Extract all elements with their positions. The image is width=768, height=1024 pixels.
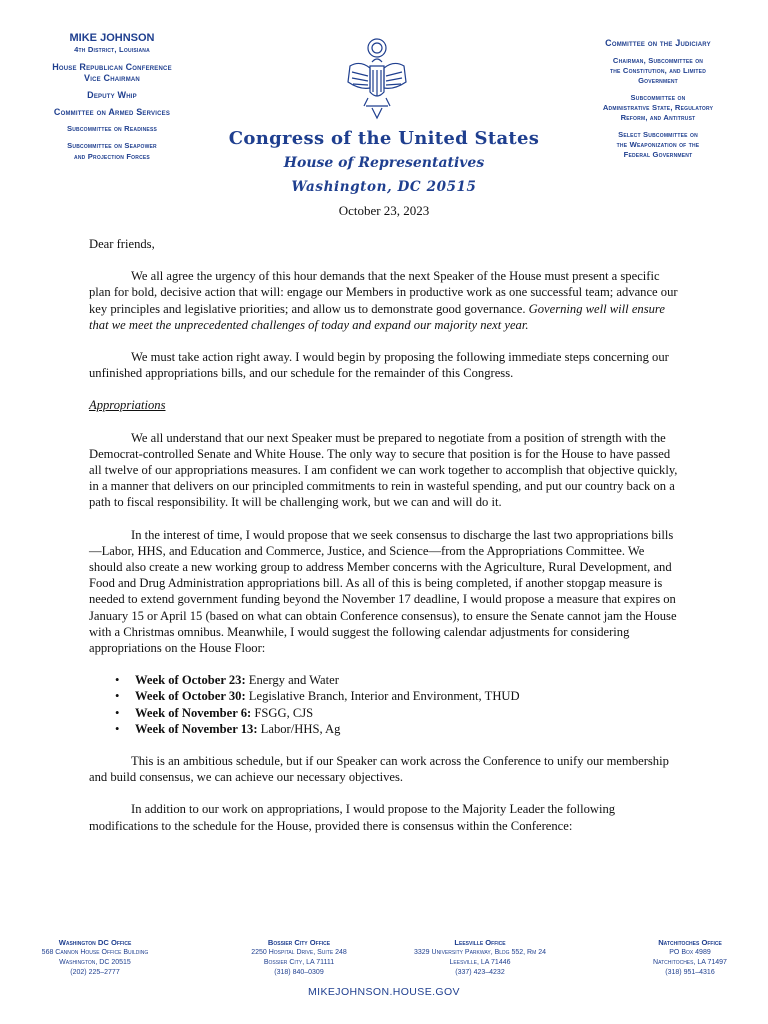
letter-body bbox=[89, 236, 679, 834]
office-address-line: 2250 Hospital Drive, Suite 248 bbox=[251, 949, 347, 956]
list-item bbox=[89, 688, 679, 704]
salutation: Dear friends, bbox=[89, 237, 155, 251]
letter-date: October 23, 2023 bbox=[338, 203, 430, 218]
office-phone: (318) 840–0309 bbox=[274, 969, 324, 976]
office-phone: (337) 423–4232 bbox=[455, 969, 505, 976]
office-phone: (202) 225–2777 bbox=[70, 969, 120, 976]
constitution-subcommittee-line1: Chairman, Subcommittee on bbox=[612, 56, 704, 65]
paragraph-1-italic: Governing well will ensure that we meet the unprecedented challenges of today and expand our majority next year. bbox=[89, 301, 665, 332]
constitution-subcommittee-line3: Government bbox=[638, 76, 678, 85]
schedule-week: Week of November 6: bbox=[135, 705, 252, 720]
office-address-line: Bossier City, LA 71111 bbox=[263, 959, 335, 966]
office-washington-dc bbox=[10, 938, 180, 978]
weaponization-subcommittee-line1: Select Subcommittee on bbox=[618, 130, 698, 139]
schedule-week: Week of October 23: bbox=[135, 673, 246, 688]
schedule-items: Energy and Water bbox=[245, 673, 339, 688]
judiciary-committee: Committee on the Judiciary bbox=[605, 38, 711, 48]
schedule-week: Week of October 30: bbox=[135, 689, 246, 704]
armed-services-committee: Committee on Armed Services bbox=[53, 107, 171, 117]
readiness-subcommittee: Subcommittee on Readiness bbox=[66, 124, 158, 133]
office-bossier-city bbox=[214, 938, 384, 978]
office-address-line: Leesville, LA 71446 bbox=[449, 959, 511, 966]
schedule-week: Week of November 13: bbox=[135, 721, 258, 736]
office-title: Natchitoches Office bbox=[658, 938, 722, 947]
paragraph-5: This is an ambitious schedule, but if our Speaker can work across the Conference to unify our membership and build consensus, we can achieve our necessary objectives. bbox=[89, 754, 669, 785]
weaponization-subcommittee-line2: the Weaponization of the bbox=[616, 140, 700, 149]
section-heading-appropriations: Appropriations bbox=[89, 398, 166, 413]
weaponization-subcommittee-line3: Federal Government bbox=[623, 150, 693, 159]
house-name: House of Representatives bbox=[283, 155, 485, 171]
office-address-line: Natchitoches, LA 71497 bbox=[653, 959, 727, 966]
paragraph-4: In the interest of time, I would propose that we seek consensus to discharge the last two appropriations bills—Labor, HHS, and Education and Commerce, Justice, and Science—from the Appropriations Committee. We should also create a new working group to address Member concerns with the Agriculture, Rural Development, and Food and Drug Administration appropriations bill. As all of this is being completed, if another stopgap measure is needed to extend government funding beyond the November 17 deadline, I would propose a measure that expires on January 15 or April 15 (based on what can obtain Conference consensus), to ensure the Senate cannot jam the House with a Christmas omnibus. Meanwhile, I would suggest the following calendar adjustments for considering appropriations on the House Floor: bbox=[89, 527, 677, 656]
paragraph-6: In addition to our work on appropriations, I would propose to the Majority Leader the following modifications to the schedule for the House, provided there is consensus within the Conference: bbox=[89, 802, 616, 833]
seapower-subcommittee-line1: Subcommittee on Seapower bbox=[67, 141, 157, 150]
admin-state-subcommittee-line2: Administrative State, Regulatory bbox=[602, 103, 714, 112]
schedule-items: FSGG, CJS bbox=[251, 705, 314, 720]
office-title: Bossier City Office bbox=[267, 938, 331, 947]
seapower-subcommittee-line2: and Projection Forces bbox=[74, 152, 150, 161]
office-phone: (318) 951–4316 bbox=[665, 969, 715, 976]
paragraph-2: We must take action right away. I would begin by proposing the following immediate steps concerning our unfinished appropriations bills, and our schedule for the remainder of this Congress. bbox=[89, 350, 669, 381]
schedule-items: Labor/HHS, Ag bbox=[257, 721, 341, 736]
great-seal-icon bbox=[342, 36, 412, 126]
letterhead-right bbox=[560, 38, 756, 160]
paragraph-3: We all understand that our next Speaker must be prepared to negotiate from a position of strength with the Democrat-controlled Senate and White House. The only way to secure that position is for the House to have passed all twelve of our appropriations measures. I am confident we can work together to accomplish that objective quickly, in a manner that delivers on our principled commitments to rein in wasteful spending, and put our country back on a path to fiscal responsibility. It will be challenging work, but we can and will do it. bbox=[89, 430, 678, 510]
conference-role: Vice Chairman bbox=[84, 73, 140, 83]
paragraph-1 bbox=[89, 268, 679, 333]
whip-role: Deputy Whip bbox=[87, 90, 137, 100]
constitution-subcommittee-line2: the Constitution, and Limited bbox=[609, 66, 707, 75]
admin-state-subcommittee-line1: Subcommittee on bbox=[630, 93, 686, 102]
admin-state-subcommittee-line3: Reform, and Antitrust bbox=[620, 113, 696, 122]
conference-label: House Republican Conference bbox=[52, 62, 172, 72]
office-natchitoches bbox=[620, 938, 760, 978]
city-address: Washington, DC 20515 bbox=[291, 179, 477, 195]
office-title: Leesville Office bbox=[454, 938, 506, 947]
office-title: Washington DC Office bbox=[58, 938, 132, 947]
website-link[interactable]: MIKEJOHNSON.HOUSE.GOV bbox=[308, 986, 460, 998]
office-address-line: 568 Cannon House Office Building bbox=[41, 949, 149, 956]
office-address-line: PO Box 4989 bbox=[669, 949, 711, 956]
office-leesville bbox=[380, 938, 580, 978]
letterhead-left bbox=[22, 32, 202, 162]
list-item bbox=[89, 672, 679, 688]
paragraph-1-text: We all agree the urgency of this hour demands that the next Speaker of the House must present a specific plan for bold, decisive action that will: engage our Members in productive work as one successful team; advance our key principles and legislative priorities; and allow us to demonstrate good governance. bbox=[89, 269, 678, 316]
member-name: MIKE JOHNSON bbox=[69, 32, 155, 44]
member-district: 4th District, Louisiana bbox=[74, 45, 150, 54]
office-address-line: 3329 University Parkway, Bldg 552, Rm 24 bbox=[414, 949, 546, 956]
list-item bbox=[89, 705, 679, 721]
schedule-list bbox=[89, 672, 679, 737]
congress-title: Congress of the United States bbox=[228, 128, 540, 149]
office-address-line: Washington, DC 20515 bbox=[59, 959, 131, 966]
list-item bbox=[89, 721, 679, 737]
schedule-items: Legislative Branch, Interior and Environment, THUD bbox=[245, 689, 520, 704]
